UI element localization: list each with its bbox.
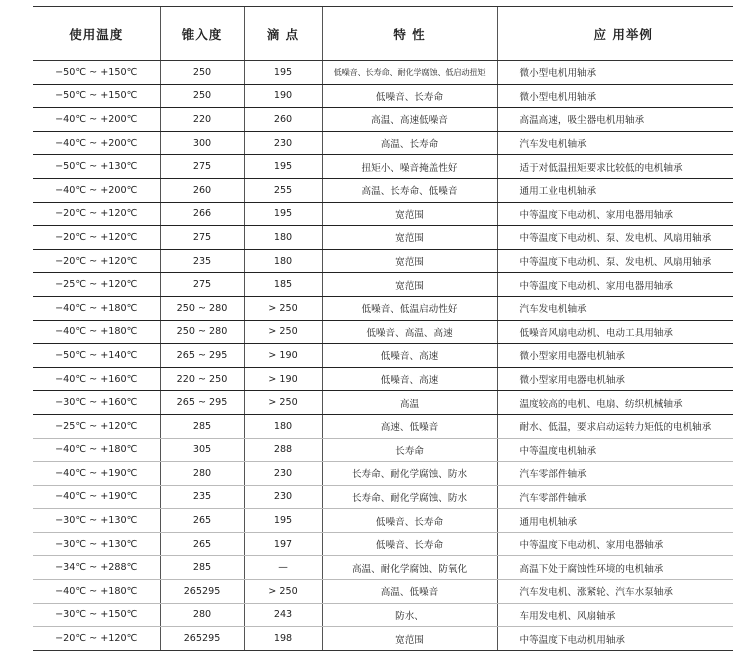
cell-properties: 低噪音、长寿命 [322, 84, 497, 108]
cell-properties: 扭矩小、噪音掩盖性好 [322, 155, 497, 179]
table-row [33, 296, 733, 320]
cell-drop-point: 195 [244, 155, 322, 179]
cell-properties: 高温、耐化学腐蚀、防氧化 [322, 556, 497, 580]
cell-temp: −40℃ ~ +190℃ [33, 462, 160, 486]
cell-properties: 宽范围 [322, 627, 497, 651]
cell-drop-point: 230 [244, 462, 322, 486]
cell-temp: −40℃ ~ +180℃ [33, 438, 160, 462]
cell-temp: −40℃ ~ +180℃ [33, 296, 160, 320]
grease-spec-table-wrapper [33, 6, 733, 651]
cell-drop-point: 180 [244, 226, 322, 250]
cell-drop-point: 195 [244, 202, 322, 226]
cell-penetration: 250 [160, 61, 244, 85]
cell-temp: −40℃ ~ +190℃ [33, 485, 160, 509]
cell-drop-point: 255 [244, 178, 322, 202]
cell-drop-point: 190 [244, 84, 322, 108]
cell-drop-point: 260 [244, 108, 322, 132]
cell-application: 微小型电机用轴承 [497, 61, 733, 85]
table-row [33, 84, 733, 108]
cell-drop-point: 185 [244, 273, 322, 297]
cell-penetration: 280 [160, 603, 244, 627]
cell-properties: 防水、 [322, 603, 497, 627]
cell-application: 低噪音风扇电动机、电动工具用轴承 [497, 320, 733, 344]
cell-application: 通用工业电机轴承 [497, 178, 733, 202]
cell-penetration: 235 [160, 485, 244, 509]
cell-temp: −30℃ ~ +130℃ [33, 509, 160, 533]
cell-properties: 高温、低噪音 [322, 580, 497, 604]
table-row [33, 580, 733, 604]
cell-penetration: 265295 [160, 627, 244, 651]
cell-penetration: 265 ~ 295 [160, 344, 244, 368]
cell-penetration: 275 [160, 226, 244, 250]
cell-temp: −50℃ ~ +150℃ [33, 61, 160, 85]
cell-temp: −40℃ ~ +200℃ [33, 108, 160, 132]
cell-drop-point: > 250 [244, 580, 322, 604]
cell-penetration: 285 [160, 414, 244, 438]
cell-drop-point: 198 [244, 627, 322, 651]
cell-drop-point: 195 [244, 61, 322, 85]
table-row [33, 462, 733, 486]
cell-temp: −30℃ ~ +150℃ [33, 603, 160, 627]
cell-temp: −30℃ ~ +160℃ [33, 391, 160, 415]
cell-properties: 宽范围 [322, 226, 497, 250]
cell-application: 汽车发电机轴承 [497, 296, 733, 320]
cell-properties: 宽范围 [322, 202, 497, 226]
cell-application: 微小型家用电器电机轴承 [497, 367, 733, 391]
table-row [33, 603, 733, 627]
cell-properties: 长寿命、耐化学腐蚀、防水 [322, 485, 497, 509]
cell-penetration: 300 [160, 131, 244, 155]
table-row [33, 438, 733, 462]
header-penetration: 锥入度 [160, 7, 244, 61]
grease-spec-table [33, 6, 733, 651]
table-row [33, 273, 733, 297]
table-row [33, 344, 733, 368]
cell-application: 中等温度下电动机、泵、发电机、风扇用轴承 [497, 249, 733, 273]
cell-application: 通用电机轴承 [497, 509, 733, 533]
cell-penetration: 250 ~ 280 [160, 320, 244, 344]
cell-penetration: 250 ~ 280 [160, 296, 244, 320]
table-row [33, 391, 733, 415]
table-row [33, 509, 733, 533]
cell-application: 汽车发电机轴承 [497, 131, 733, 155]
cell-temp: −40℃ ~ +180℃ [33, 580, 160, 604]
cell-drop-point: 180 [244, 414, 322, 438]
cell-temp: −50℃ ~ +140℃ [33, 344, 160, 368]
cell-penetration: 220 ~ 250 [160, 367, 244, 391]
table-row [33, 202, 733, 226]
cell-properties: 高速、低噪音 [322, 414, 497, 438]
table-row [33, 226, 733, 250]
cell-properties: 低噪音、高温、高速 [322, 320, 497, 344]
header-properties: 特 性 [322, 7, 497, 61]
cell-properties: 低噪音、长寿命、耐化学腐蚀、低启动扭矩 [322, 61, 497, 85]
cell-application: 微小型家用电器电机轴承 [497, 344, 733, 368]
table-row [33, 532, 733, 556]
cell-drop-point: 230 [244, 131, 322, 155]
cell-properties: 宽范围 [322, 273, 497, 297]
cell-drop-point: 288 [244, 438, 322, 462]
table-row [33, 131, 733, 155]
cell-properties: 高温 [322, 391, 497, 415]
cell-drop-point: > 190 [244, 367, 322, 391]
cell-penetration: 275 [160, 155, 244, 179]
cell-properties: 高温、长寿命 [322, 131, 497, 155]
table-row [33, 178, 733, 202]
cell-properties: 长寿命 [322, 438, 497, 462]
table-row [33, 320, 733, 344]
cell-properties: 长寿命、耐化学腐蚀、防水 [322, 462, 497, 486]
table-row [33, 108, 733, 132]
header-temp: 使用温度 [33, 7, 160, 61]
cell-temp: −20℃ ~ +120℃ [33, 226, 160, 250]
cell-properties: 低噪音、高速 [322, 367, 497, 391]
cell-application: 中等温度下电动机、家用电器用轴承 [497, 202, 733, 226]
header-row [33, 7, 733, 61]
header-drop-point: 滴 点 [244, 7, 322, 61]
cell-penetration: 260 [160, 178, 244, 202]
cell-temp: −30℃ ~ +130℃ [33, 532, 160, 556]
cell-application: 中等温度下电动机、家用电器轴承 [497, 532, 733, 556]
cell-temp: −20℃ ~ +120℃ [33, 202, 160, 226]
cell-drop-point: 180 [244, 249, 322, 273]
cell-penetration: 250 [160, 84, 244, 108]
cell-drop-point: > 190 [244, 344, 322, 368]
cell-application: 中等温度下电动机、泵、发电机、风扇用轴承 [497, 226, 733, 250]
cell-penetration: 220 [160, 108, 244, 132]
table-row [33, 627, 733, 651]
cell-drop-point: — [244, 556, 322, 580]
cell-temp: −25℃ ~ +120℃ [33, 414, 160, 438]
table-row [33, 485, 733, 509]
cell-application: 高温下处于腐蚀性环境的电机轴承 [497, 556, 733, 580]
cell-properties: 低噪音、长寿命 [322, 509, 497, 533]
cell-penetration: 235 [160, 249, 244, 273]
cell-temp: −20℃ ~ +120℃ [33, 249, 160, 273]
cell-drop-point: > 250 [244, 296, 322, 320]
cell-temp: −25℃ ~ +120℃ [33, 273, 160, 297]
cell-application: 微小型电机用轴承 [497, 84, 733, 108]
table-row [33, 367, 733, 391]
table-row [33, 414, 733, 438]
cell-application: 适于对低温扭矩要求比较低的电机轴承 [497, 155, 733, 179]
cell-penetration: 275 [160, 273, 244, 297]
cell-penetration: 280 [160, 462, 244, 486]
cell-temp: −40℃ ~ +200℃ [33, 131, 160, 155]
table-row [33, 556, 733, 580]
cell-penetration: 305 [160, 438, 244, 462]
cell-properties: 低噪音、低温启动性好 [322, 296, 497, 320]
cell-drop-point: 197 [244, 532, 322, 556]
cell-drop-point: > 250 [244, 391, 322, 415]
cell-penetration: 265 [160, 532, 244, 556]
cell-application: 温度较高的电机、电扇、纺织机械轴承 [497, 391, 733, 415]
cell-properties: 低噪音、长寿命 [322, 532, 497, 556]
table-row [33, 155, 733, 179]
cell-penetration: 285 [160, 556, 244, 580]
cell-drop-point: 195 [244, 509, 322, 533]
cell-properties: 高温、长寿命、低噪音 [322, 178, 497, 202]
cell-temp: −34℃ ~ +288℃ [33, 556, 160, 580]
cell-drop-point: > 250 [244, 320, 322, 344]
cell-temp: −40℃ ~ +180℃ [33, 320, 160, 344]
cell-drop-point: 243 [244, 603, 322, 627]
table-body [33, 61, 733, 651]
cell-temp: −40℃ ~ +160℃ [33, 367, 160, 391]
cell-application: 中等温度下电动机用轴承 [497, 627, 733, 651]
cell-temp: −50℃ ~ +150℃ [33, 84, 160, 108]
cell-penetration: 265295 [160, 580, 244, 604]
cell-properties: 宽范围 [322, 249, 497, 273]
cell-application: 汽车零部件轴承 [497, 462, 733, 486]
cell-application: 汽车发电机、涨紧轮、汽车水泵轴承 [497, 580, 733, 604]
cell-properties: 高温、高速低噪音 [322, 108, 497, 132]
table-row [33, 61, 733, 85]
table-row [33, 249, 733, 273]
cell-penetration: 266 [160, 202, 244, 226]
cell-penetration: 265 [160, 509, 244, 533]
cell-application: 车用发电机、风扇轴承 [497, 603, 733, 627]
cell-penetration: 265 ~ 295 [160, 391, 244, 415]
cell-application: 中等温度电机轴承 [497, 438, 733, 462]
header-application: 应 用举例 [497, 7, 733, 61]
cell-application: 中等温度下电动机、家用电器用轴承 [497, 273, 733, 297]
cell-temp: −20℃ ~ +120℃ [33, 627, 160, 651]
cell-properties: 低噪音、高速 [322, 344, 497, 368]
cell-drop-point: 230 [244, 485, 322, 509]
cell-temp: −40℃ ~ +200℃ [33, 178, 160, 202]
cell-application: 耐水、低温，要求启动运转力矩低的电机轴承 [497, 414, 733, 438]
cell-application: 汽车零部件轴承 [497, 485, 733, 509]
cell-application: 高温高速，吸尘器电机用轴承 [497, 108, 733, 132]
cell-temp: −50℃ ~ +130℃ [33, 155, 160, 179]
